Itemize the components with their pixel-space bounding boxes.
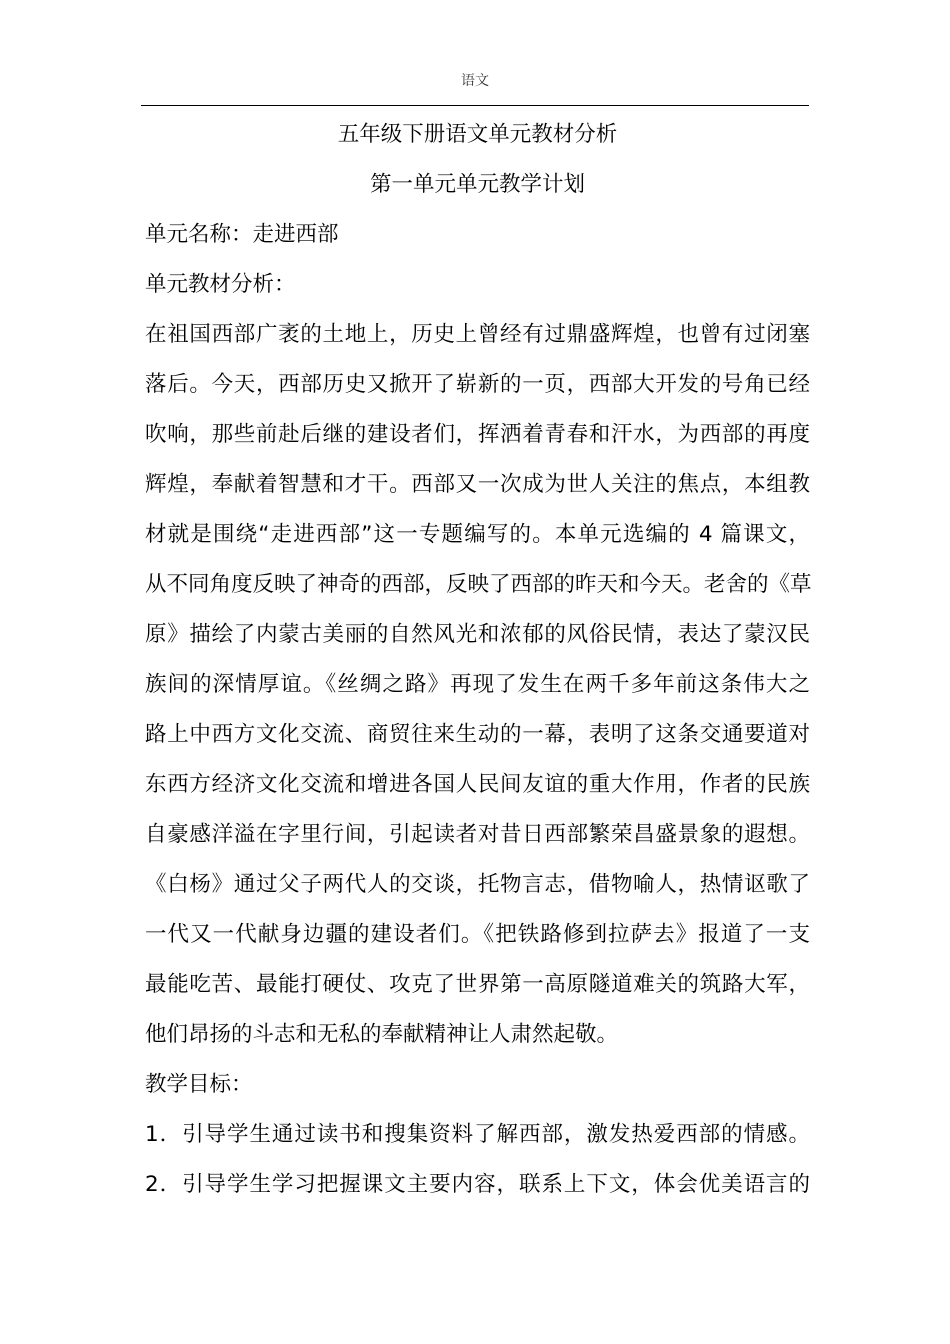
document-body <box>145 110 810 1210</box>
paragraph-line: 吹响，那些前赴后继的建设者们，挥洒着青春和汗水，为西部的再度 <box>145 422 810 447</box>
goals-heading: 教学目标： <box>145 1072 253 1097</box>
unit-name: 单元名称：走进西部 <box>145 222 339 247</box>
goal-item: 1．引导学生通过读书和搜集资料了解西部，激发热爱西部的情感。 <box>145 1122 810 1147</box>
document-title: 五年级下册语文单元教材分析 <box>337 122 618 147</box>
document-subtitle: 第一单元单元教学计划 <box>369 172 585 197</box>
paragraph-line: 辉煌，奉献着智慧和才干。西部又一次成为世人关注的焦点，本组教 <box>145 472 810 497</box>
goal-item: 2．引导学生学习把握课文主要内容，联系上下文，体会优美语言的 <box>145 1172 810 1197</box>
analysis-paragraph <box>145 310 810 1060</box>
paragraph-line: 一代又一代献身边疆的建设者们。《把铁路修到拉萨去》报道了一支 <box>145 922 810 947</box>
running-header: 语文 <box>461 73 489 89</box>
paragraph-line: 材就是围绕“走进西部”这一专题编写的。本单元选编的 4 篇课文， <box>145 522 810 547</box>
paragraph-line: 落后。今天，西部历史又掀开了崭新的一页，西部大开发的号角已经 <box>145 372 810 397</box>
paragraph-line: 他们昂扬的斗志和无私的奉献精神让人肃然起敬。 <box>145 1022 619 1047</box>
paragraph-line: 自豪感洋溢在字里行间，引起读者对昔日西部繁荣昌盛景象的遐想。 <box>145 822 810 847</box>
paragraph-line: 路上中西方文化交流、商贸往来生动的一幕，表明了这条交通要道对 <box>145 722 810 747</box>
analysis-heading: 单元教材分析： <box>145 272 296 297</box>
paragraph-line: 东西方经济文化交流和增进各国人民间友谊的重大作用，作者的民族 <box>145 772 810 797</box>
paragraph-line: 在祖国西部广袤的土地上，历史上曾经有过鼎盛辉煌，也曾有过闭塞 <box>145 322 810 347</box>
paragraph-line: 最能吃苦、最能打硬仗、攻克了世界第一高原隧道难关的筑路大军， <box>145 972 810 997</box>
paragraph-line: 原》描绘了内蒙古美丽的自然风光和浓郁的风俗民情，表达了蒙汉民 <box>145 622 810 647</box>
header-divider <box>141 105 809 106</box>
paragraph-line: 从不同角度反映了神奇的西部，反映了西部的昨天和今天。老舍的《草 <box>145 572 812 597</box>
paragraph-line: 《白杨》通过父子两代人的交谈，托物言志，借物喻人，热情讴歌了 <box>145 872 810 897</box>
paragraph-line: 族间的深情厚谊。《丝绸之路》再现了发生在两千多年前这条伟大之 <box>145 672 810 697</box>
